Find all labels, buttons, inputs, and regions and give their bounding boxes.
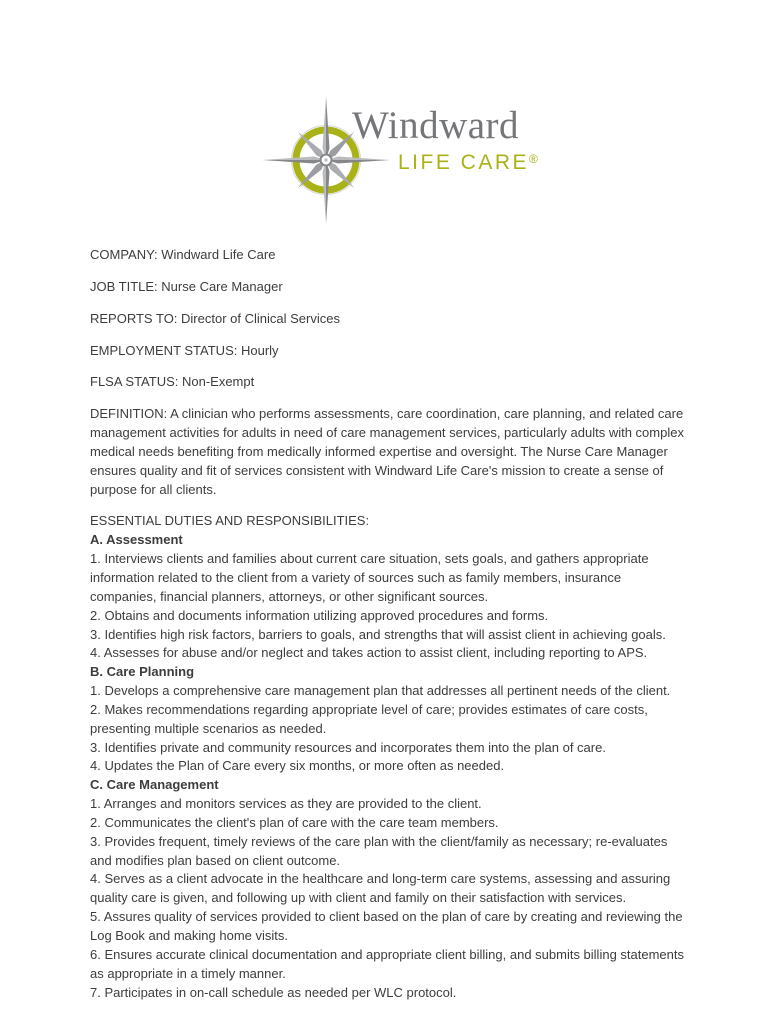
duty-item: 7. Participates in on-call schedule as needed per WLC protocol. bbox=[90, 984, 457, 1000]
document-body bbox=[0, 238, 770, 1002]
company-line: COMPANY: Windward Life Care bbox=[90, 247, 276, 262]
section-title-care-management: C. Care Management bbox=[90, 777, 219, 793]
duty-item: 6. Ensures accurate clinical documentation and appropriate client billing, and submits billing statements as appropriate in a timely manner. bbox=[90, 946, 684, 981]
section-title-assessment: A. Assessment bbox=[90, 532, 183, 548]
duty-item: 4. Updates the Plan of Care every six months, or more often as needed. bbox=[90, 758, 505, 774]
duty-item: 4. Assesses for abuse and/or neglect and takes action to assist client, including reporting to APS. bbox=[90, 645, 648, 661]
duty-item: 2. Makes recommendations regarding appropriate level of care; provides estimates of care costs, presenting multiple scenarios as needed. bbox=[90, 701, 648, 736]
employment-status-line: EMPLOYMENT STATUS: Hourly bbox=[90, 342, 279, 358]
section-title-care-planning: B. Care Planning bbox=[90, 664, 195, 680]
duty-item: 4. Serves as a client advocate in the healthcare and long-term care systems, assessing and assuring quality care is given, and following up with client and family on their satisfaction with services. bbox=[90, 871, 671, 906]
duty-item: 2. Obtains and documents information utilizing approved procedures and forms. bbox=[90, 607, 549, 623]
duty-item: 1. Develops a comprehensive care management plan that addresses all pertinent needs of the client. bbox=[90, 683, 671, 699]
definition-paragraph: DEFINITION: A clinician who performs assessments, care coordination, care planning, and related care management activities for adults in need of care management services, particularly adults with complex medical needs benefiting from medically informed expertise and oversight. The Nurse Care Manager ensures quality and fit of services consistent with Windward Life Care's mission to create a sense of purpose for all clients. bbox=[90, 406, 684, 497]
duties-heading: ESSENTIAL DUTIES AND RESPONSIBILITIES: bbox=[90, 513, 370, 529]
duty-item: 3. Provides frequent, timely reviews of the care plan with the client/family as necessary; re-evaluates and modifies plan based on client outcome. bbox=[90, 833, 668, 868]
duty-item: 1. Arranges and monitors services as they are provided to the client. bbox=[90, 796, 482, 812]
duty-item: 1. Interviews clients and families about current care situation, sets goals, and gathers appropriate information related to the client from a variety of sources such as family members, insurance companies, financial planners, attorneys, or other significant sources. bbox=[90, 551, 649, 604]
flsa-status-line: FLSA STATUS: Non-Exempt bbox=[90, 374, 255, 390]
reports-to-line: REPORTS TO: Director of Clinical Services bbox=[90, 310, 340, 326]
brand-name: Windward bbox=[352, 104, 520, 147]
duty-item: 5. Assures quality of services provided to client based on the plan of care by creating and reviewing the Log Book and making home visits. bbox=[90, 909, 683, 943]
brand-subtitle bbox=[398, 152, 538, 173]
duty-item: 3. Identifies high risk factors, barriers to goals, and strengths that will assist client in achieving goals. bbox=[90, 626, 666, 642]
duty-item: 3. Identifies private and community resources and incorporates them into the plan of care. bbox=[90, 739, 606, 755]
job-title-line: JOB TITLE: Nurse Care Manager bbox=[90, 278, 283, 294]
windward-logo bbox=[0, 0, 770, 238]
brand-subtitle-text: LIFE CARE bbox=[398, 151, 530, 174]
duty-item: 2. Communicates the client's plan of care with the care team members. bbox=[90, 814, 499, 830]
registered-trademark-symbol: ® bbox=[529, 152, 538, 166]
